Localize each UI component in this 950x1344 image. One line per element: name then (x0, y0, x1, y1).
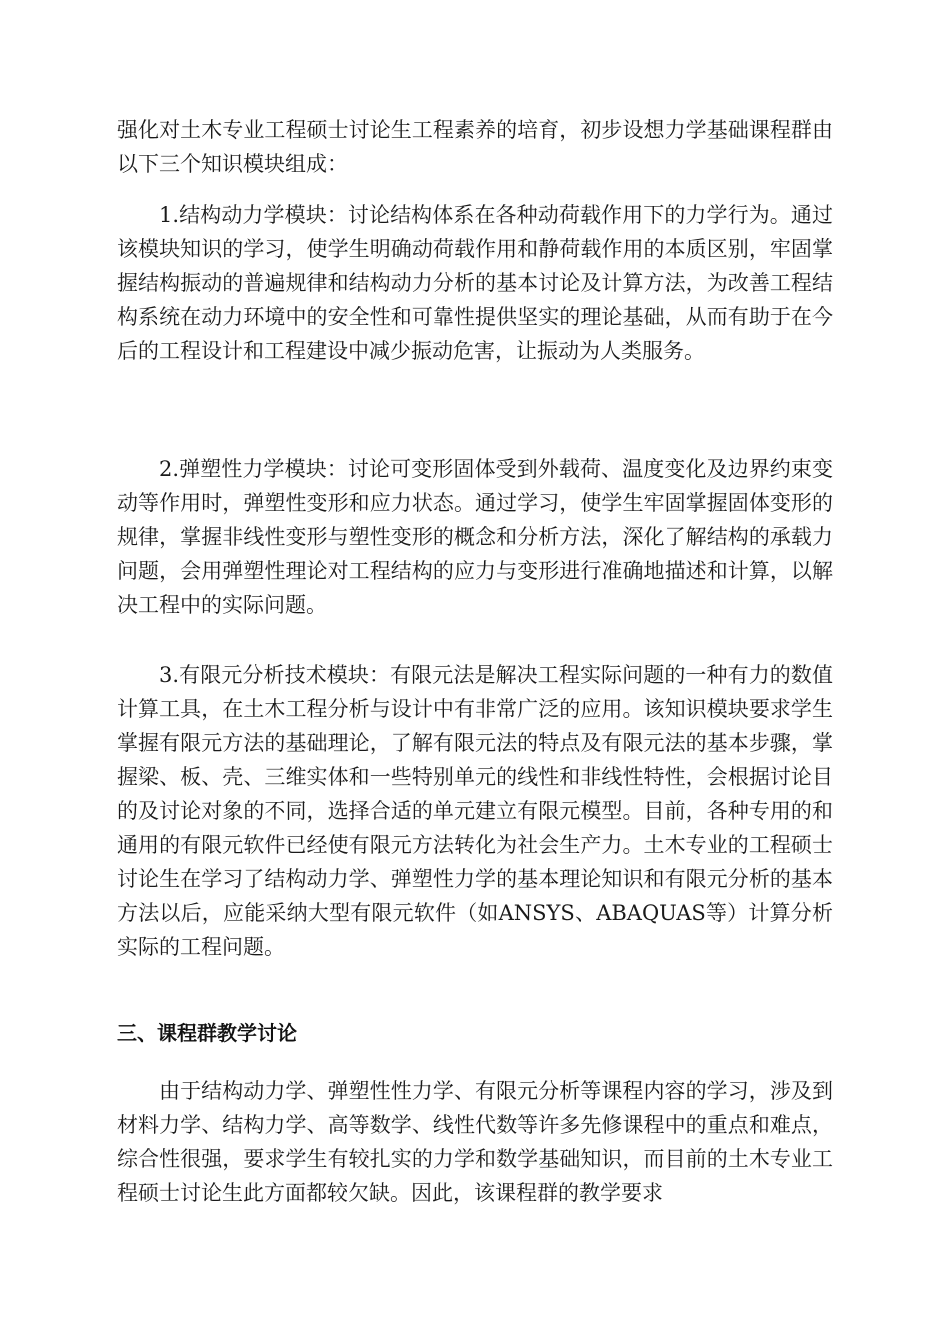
module-2-paragraph: 2.弹塑性力学模块：讨论可变形固体受到外载荷、温度变化及边界约束变动等作用时，弹塑性变形和应力状态。通过学习，使学生牢固掌握固体变形的规律，掌握非线性变形与塑性变形的概念和分析方法，深化了解结构的承载力问题，会用弹塑性理论对工程结构的应力与变形进行准确地描述和计算，以解决工程中的实际问题。 (117, 457, 833, 617)
intro-paragraph: 强化对土木专业工程硕士讨论生工程素养的培育，初步设想力学基础课程群由以下三个知识模块组成： (117, 118, 833, 176)
module-1-paragraph: 1.结构动力学模块：讨论结构体系在各种动荷载作用下的力学行为。通过该模块知识的学习，使学生明确动荷载作用和静荷载作用的本质区别，牢固掌握结构振动的普遍规律和结构动力分析的基本讨论及计算方法，为改善工程结构系统在动力环境中的安全性和可靠性提供坚实的理论基础，从而有助于在今后的工程设计和工程建设中减少振动危害，让振动为人类服务。 (117, 203, 833, 363)
section-3-body-paragraph: 由于结构动力学、弹塑性性力学、有限元分析等课程内容的学习，涉及到材料力学、结构力学、高等数学、线性代数等许多先修课程中的重点和难点，综合性很强，要求学生有较扎实的力学和数学基础知识，而目前的土木专业工程硕士讨论生此方面都较欠缺。因此，该课程群的教学要求 (117, 1079, 833, 1205)
section-3-heading: 三、课程群教学讨论 (117, 1021, 297, 1045)
module-3-paragraph: 3.有限元分析技术模块：有限元法是解决工程实际问题的一种有力的数值计算工具，在土木工程分析与设计中有非常广泛的应用。该知识模块要求学生掌握有限元方法的基础理论，了解有限元法的特点及有限元法的基本步骤，掌握梁、板、壳、三维实体和一些特别单元的线性和非线性特性，会根据讨论目的及讨论对象的不同，选择合适的单元建立有限元模型。目前，各种专用的和通用的有限元软件已经使有限元方法转化为社会生产力。土木专业的工程硕士讨论生在学习了结构动力学、弹塑性力学的基本理论知识和有限元分析的基本方法以后，应能采纳大型有限元软件（如ANSYS、ABAQUAS等）计算分析实际的工程问题。 (117, 663, 833, 959)
